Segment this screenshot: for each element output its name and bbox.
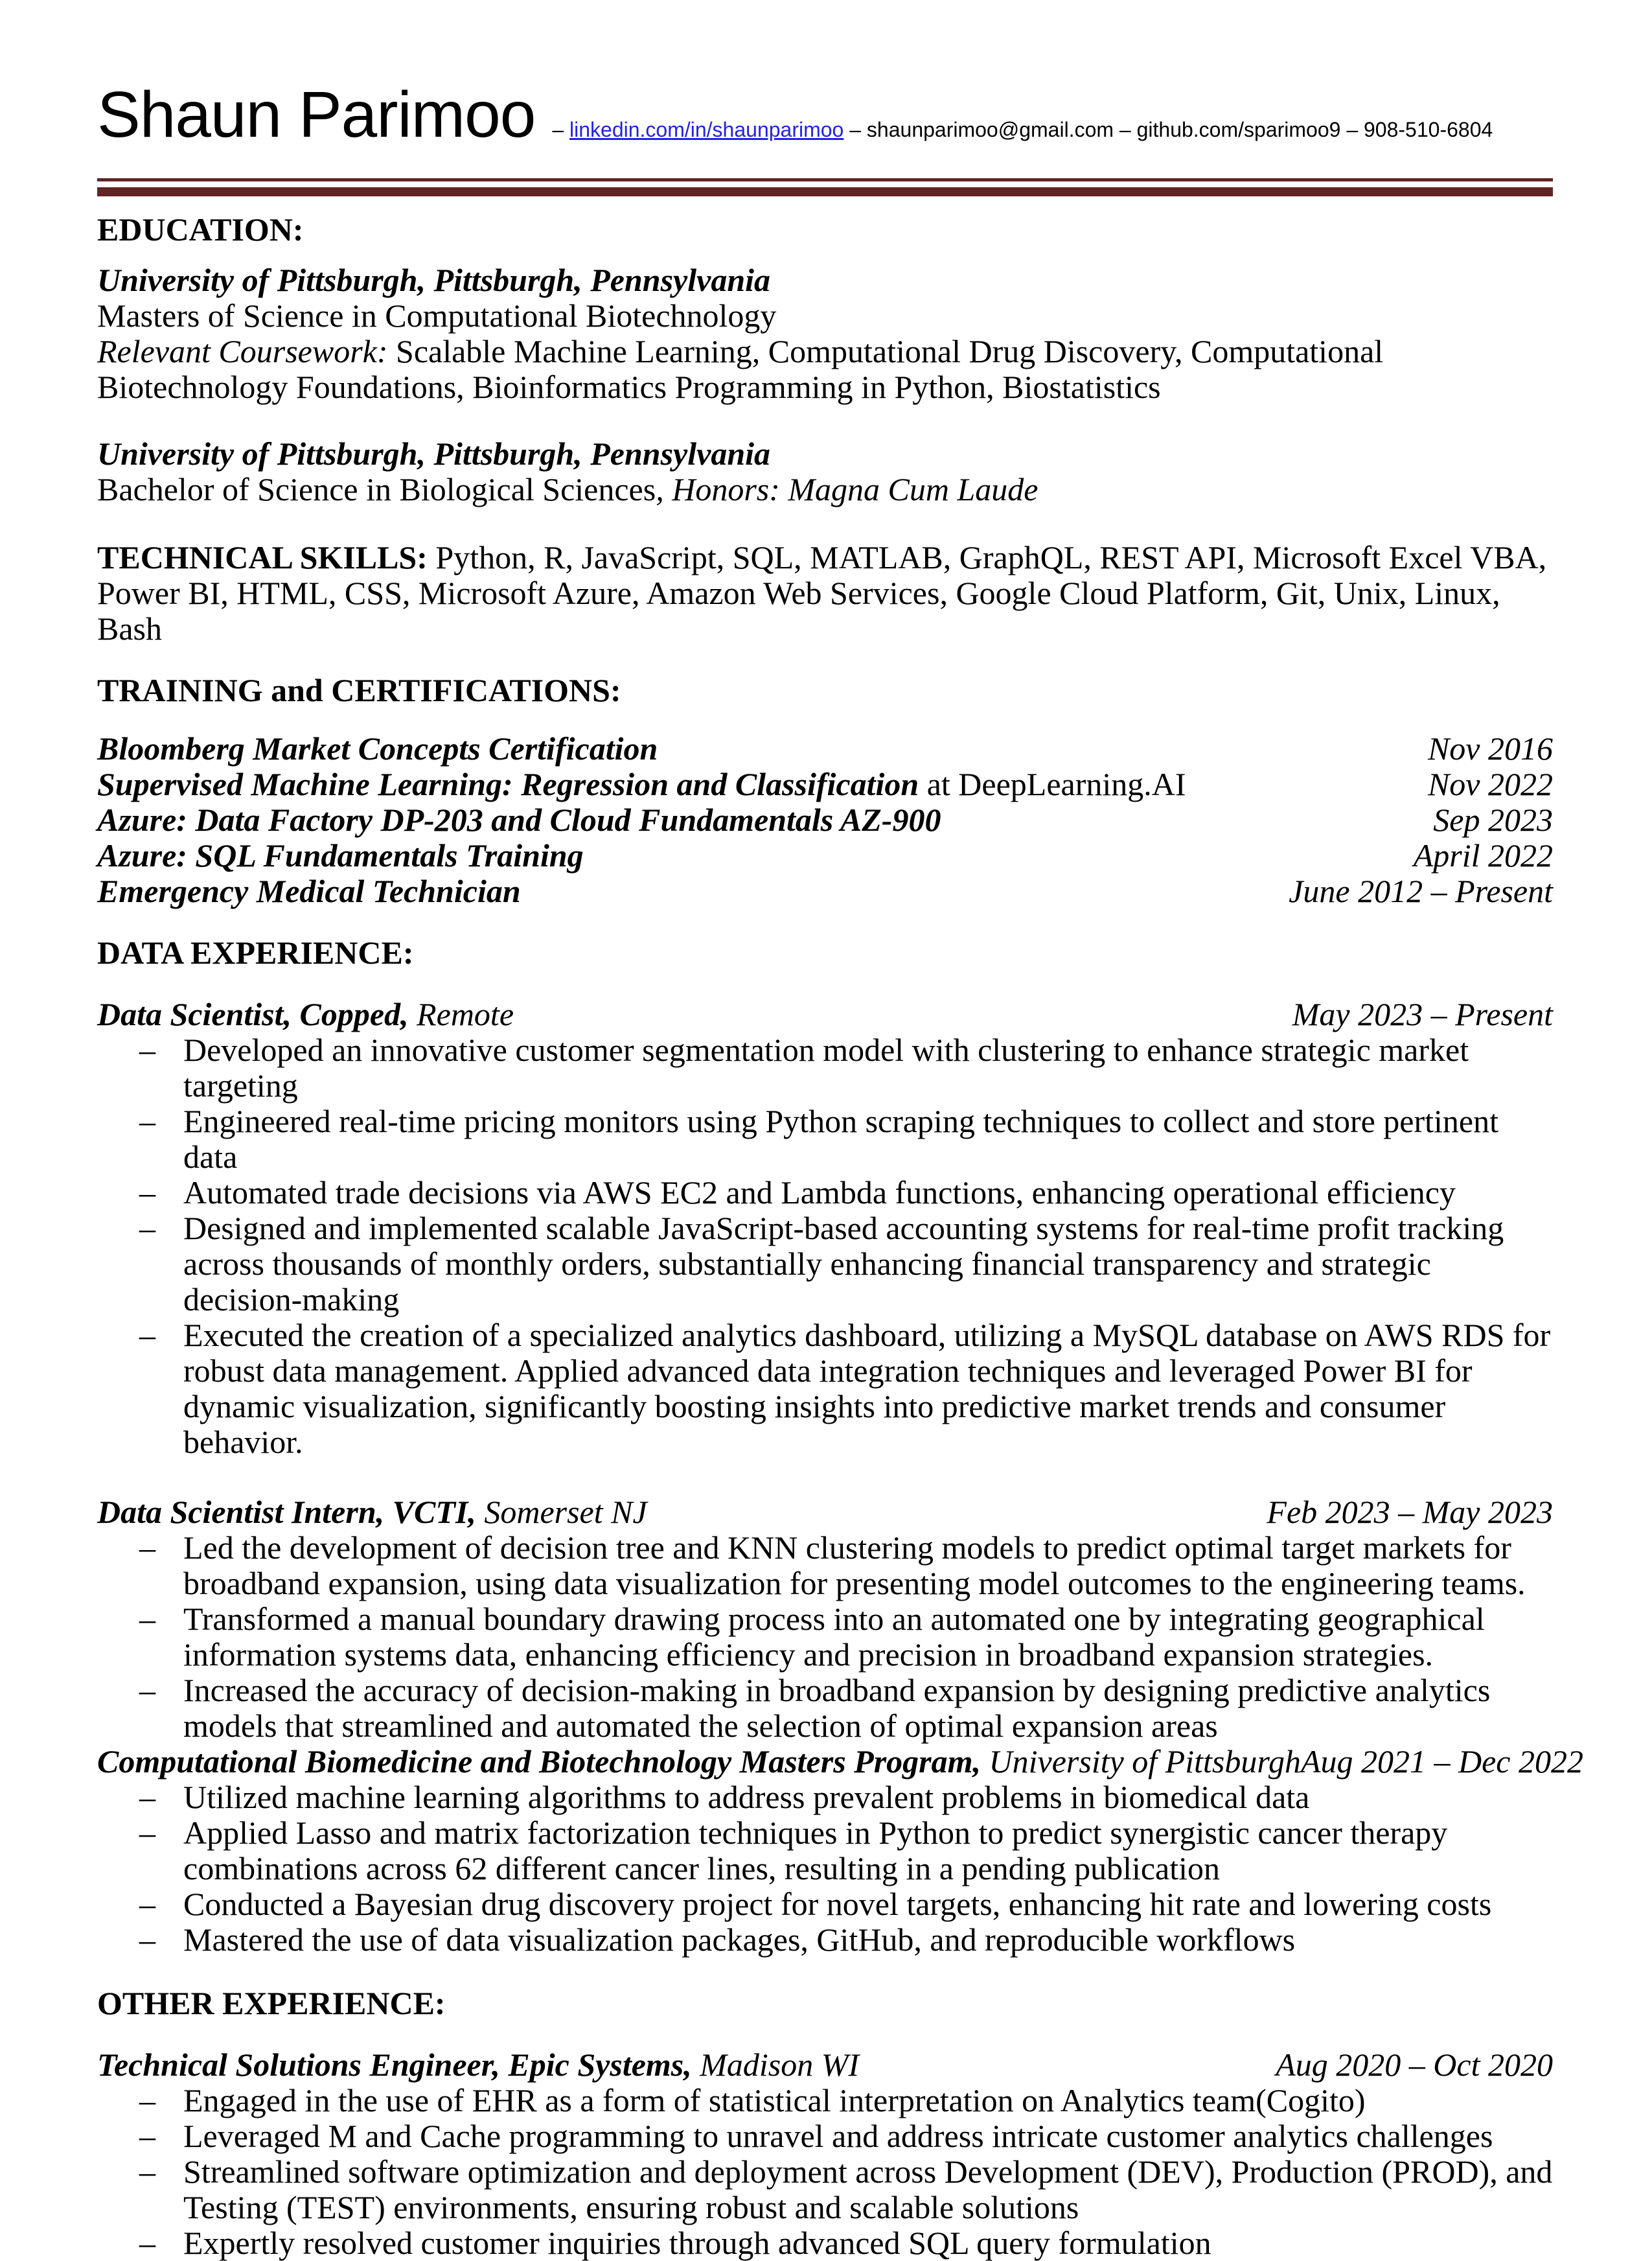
- bullet-text: Mastered the use of data visualization packages, GitHub, and reproducible workflows: [183, 1921, 1296, 1958]
- linkedin-link[interactable]: linkedin.com/in/shaunparimoo: [569, 118, 844, 141]
- certification-date: April 2022: [1413, 837, 1553, 874]
- dash-bullet-icon: –: [139, 1317, 155, 1353]
- certification-name: Supervised Machine Learning: Regression and Classification: [97, 766, 919, 802]
- bullet-text: Transformed a manual boundary drawing process into an automated one by integrating geographical information systems data, enhancing efficiency and precision in broadband expansion strategies.: [183, 1601, 1485, 1673]
- bullet-item: [97, 1317, 1553, 1460]
- education-entry: [97, 262, 1553, 405]
- dash-bullet-icon: –: [139, 2225, 155, 2261]
- dash-bullet-icon: –: [139, 1601, 155, 1637]
- bullet-item: [97, 2083, 1553, 2118]
- certification-name: Azure: SQL Fundamentals Training: [97, 837, 584, 874]
- bullet-text: Executed the creation of a specialized analytics dashboard, utilizing a MySQL database on AWS RDS for robust data management. Applied advanced data integration techniques and leveraged Power BI for dynamic visualization, significantly boosting insights into predictive market trends and consumer behavior.: [183, 1317, 1551, 1460]
- job-date: Feb 2023 – May 2023: [1267, 1494, 1553, 1530]
- certification-row: [97, 731, 1553, 767]
- bullet-text: Increased the accuracy of decision-making in broadband expansion by designing predictive analytics models that streamlined and automated the selection of optimal expansion areas: [183, 1672, 1491, 1744]
- section-heading-data-experience: DATA EXPERIENCE:: [97, 934, 414, 971]
- job-title: Computational Biomedicine and Biotechnology Masters Program,: [97, 1743, 981, 1780]
- bullet-item: [97, 1211, 1553, 1317]
- job-entry: [97, 1494, 1553, 1744]
- header: [97, 73, 1553, 172]
- bullet-text: Expertly resolved customer inquiries through advanced SQL query formulation: [183, 2225, 1211, 2261]
- job-date: Aug 2020 – Oct 2020: [1276, 2046, 1553, 2083]
- certification-row: [97, 802, 1553, 838]
- contact-info: – shaunparimoo@gmail.com – github.com/sparimoo9 – 908-510-6804: [843, 118, 1493, 141]
- spacer: [97, 647, 1553, 673]
- coursework-label: Relevant Coursework:: [97, 333, 388, 369]
- bullet-item: [97, 1886, 1553, 1922]
- job-header: [97, 1494, 1553, 1530]
- bullet-text: Engineered real-time pricing monitors using Python scraping techniques to collect and store pertinent data: [183, 1103, 1499, 1175]
- dash-bullet-icon: –: [139, 1921, 155, 1958]
- degree: Bachelor of Science in Biological Sciences: [97, 471, 656, 507]
- certification-date: Nov 2016: [1427, 730, 1553, 767]
- certification-name: Emergency Medical Technician: [97, 873, 521, 909]
- technical-skills-list: Python, R, JavaScript, SQL, MATLAB, GraphQL, REST API, Microsoft Excel VBA, Power BI, HTML, CSS, Microsoft Azure, Amazon Web Services, Google Cloud Platform, Git, Unix, Linux, Bash: [97, 539, 1547, 647]
- bullet-text: Automated trade decisions via AWS EC2 and Lambda functions, enhancing operational efficiency: [183, 1174, 1456, 1211]
- school-title: University of Pittsburgh, Pittsburgh, Pennsylvania: [97, 435, 771, 472]
- degree-line: [97, 472, 1553, 507]
- certification-date: June 2012 – Present: [1289, 873, 1553, 909]
- job-date: Aug 2021 – Dec 2022: [1300, 1743, 1584, 1780]
- certification-row: [97, 874, 1553, 909]
- spacer: [97, 1460, 1553, 1494]
- job-location: Somerset NJ: [476, 1494, 647, 1530]
- spacer: [97, 405, 1553, 436]
- job-entry: [97, 1743, 1584, 1958]
- degree: Masters of Science in Computational Biotechnology: [97, 297, 777, 334]
- bullet-text: Streamlined software optimization and deployment across Development (DEV), Production (PROD), and Testing (TEST) environments, ensuring robust and scalable solutions: [183, 2153, 1553, 2225]
- bullet-item: [97, 1673, 1553, 1744]
- bullet-item: [97, 1032, 1553, 1104]
- bullet-text: Leveraged M and Cache programming to unravel and address intricate customer analytics challenges: [183, 2118, 1493, 2154]
- coursework-list: Scalable Machine Learning, Computational Drug Discovery, Computational Biotechnology Foundations, Bioinformatics Programming in Python, Biostatistics: [97, 333, 1384, 405]
- technical-skills-label: TECHNICAL SKILLS:: [97, 539, 428, 575]
- job-title: Data Scientist Intern, VCTI,: [97, 1494, 476, 1530]
- coursework: [97, 334, 1553, 405]
- header-rule: [97, 178, 1553, 196]
- dash-bullet-icon: –: [139, 2082, 155, 2118]
- dash-bullet-icon: –: [139, 1529, 155, 1566]
- job-title: Data Scientist, Copped,: [97, 996, 409, 1032]
- spacer: [97, 1958, 1553, 1986]
- header-rule-gap: [97, 181, 1553, 187]
- dash-bullet-icon: –: [139, 2153, 155, 2190]
- job-entry: [97, 997, 1553, 1460]
- bullet-text: Led the development of decision tree and KNN clustering models to predict optimal target markets for broadband expansion, using data visualization for presenting model outcomes to the engineering teams.: [183, 1529, 1526, 1601]
- header-rule-thick: [97, 187, 1553, 196]
- job-title: Technical Solutions Engineer, Epic Systems,: [97, 2046, 692, 2083]
- section-heading-education: EDUCATION:: [97, 211, 304, 248]
- dash-bullet-icon: –: [139, 1174, 155, 1211]
- certification-name: Bloomberg Market Concepts Certification: [97, 730, 658, 767]
- bullet-item: [97, 2118, 1553, 2154]
- honors: , Honors: Magna Cum Laude: [656, 471, 1038, 507]
- bullet-item: [97, 1780, 1553, 1815]
- section-heading-certifications: TRAINING and CERTIFICATIONS:: [97, 672, 621, 708]
- dash-bullet-icon: –: [139, 1210, 155, 1246]
- bullet-text: Applied Lasso and matrix factorization techniques in Python to predict synergistic cancer therapy combinations across 62 different cancer lines, resulting in a pending publication: [183, 1815, 1448, 1886]
- spacer: [97, 196, 1553, 212]
- contact-separator: –: [552, 118, 569, 141]
- bullet-text: Utilized machine learning algorithms to address prevalent problems in biomedical data: [183, 1779, 1310, 1815]
- job-entry: [97, 2047, 1553, 2261]
- bullet-text: Designed and implemented scalable JavaScript-based accounting systems for real-time profit tracking across thousands of monthly orders, substantially enhancing financial transparency and strategic decision-making: [183, 1210, 1504, 1317]
- bullet-item: [97, 1922, 1553, 1958]
- dash-bullet-icon: –: [139, 1815, 155, 1851]
- spacer: [97, 507, 1553, 540]
- contact-line: [552, 87, 1493, 172]
- dash-bullet-icon: –: [139, 1103, 155, 1139]
- certification-date: Nov 2022: [1427, 766, 1553, 802]
- job-date: May 2023 – Present: [1292, 996, 1553, 1032]
- certification-date: Sep 2023: [1433, 802, 1553, 838]
- spacer: [97, 909, 1553, 935]
- certification-suffix: at DeepLearning.AI: [919, 766, 1186, 802]
- bullet-item: [97, 1601, 1553, 1673]
- job-location: Remote: [408, 996, 514, 1032]
- dash-bullet-icon: –: [139, 1672, 155, 1708]
- education-entry: [97, 436, 1553, 507]
- certification-row: [97, 838, 1553, 874]
- bullet-item: [97, 2225, 1553, 2261]
- dash-bullet-icon: –: [139, 1886, 155, 1922]
- bullet-text: Developed an innovative customer segmentation model with clustering to enhance strategic market targeting: [183, 1032, 1469, 1104]
- job-header: [97, 1743, 1584, 1780]
- job-header: [97, 997, 1553, 1032]
- bullet-text: Conducted a Bayesian drug discovery project for novel targets, enhancing hit rate and lowering costs: [183, 1886, 1492, 1922]
- bullet-item: [97, 2154, 1553, 2225]
- job-header: [97, 2047, 1553, 2083]
- bullet-text: Engaged in the use of EHR as a form of statistical interpretation on Analytics team(Cogito): [183, 2082, 1366, 2118]
- job-location: University of Pittsburgh: [981, 1743, 1301, 1780]
- certification-name: Azure: Data Factory DP-203 and Cloud Fundamentals AZ-900: [97, 802, 941, 838]
- certifications-list: [97, 731, 1553, 909]
- section-heading-other-experience: OTHER EXPERIENCE:: [97, 1985, 446, 2021]
- person-name: Shaun Parimoo: [97, 78, 536, 151]
- bullet-item: [97, 1530, 1553, 1601]
- dash-bullet-icon: –: [139, 1032, 155, 1068]
- job-location: Madison WI: [691, 2046, 860, 2083]
- bullet-item: [97, 1815, 1553, 1886]
- technical-skills: [97, 540, 1553, 647]
- bullet-item: [97, 1104, 1553, 1175]
- bullet-item: [97, 1175, 1553, 1211]
- dash-bullet-icon: –: [139, 1779, 155, 1815]
- certification-row: [97, 767, 1553, 802]
- dash-bullet-icon: –: [139, 2118, 155, 2154]
- school-title: University of Pittsburgh, Pittsburgh, Pennsylvania: [97, 262, 771, 298]
